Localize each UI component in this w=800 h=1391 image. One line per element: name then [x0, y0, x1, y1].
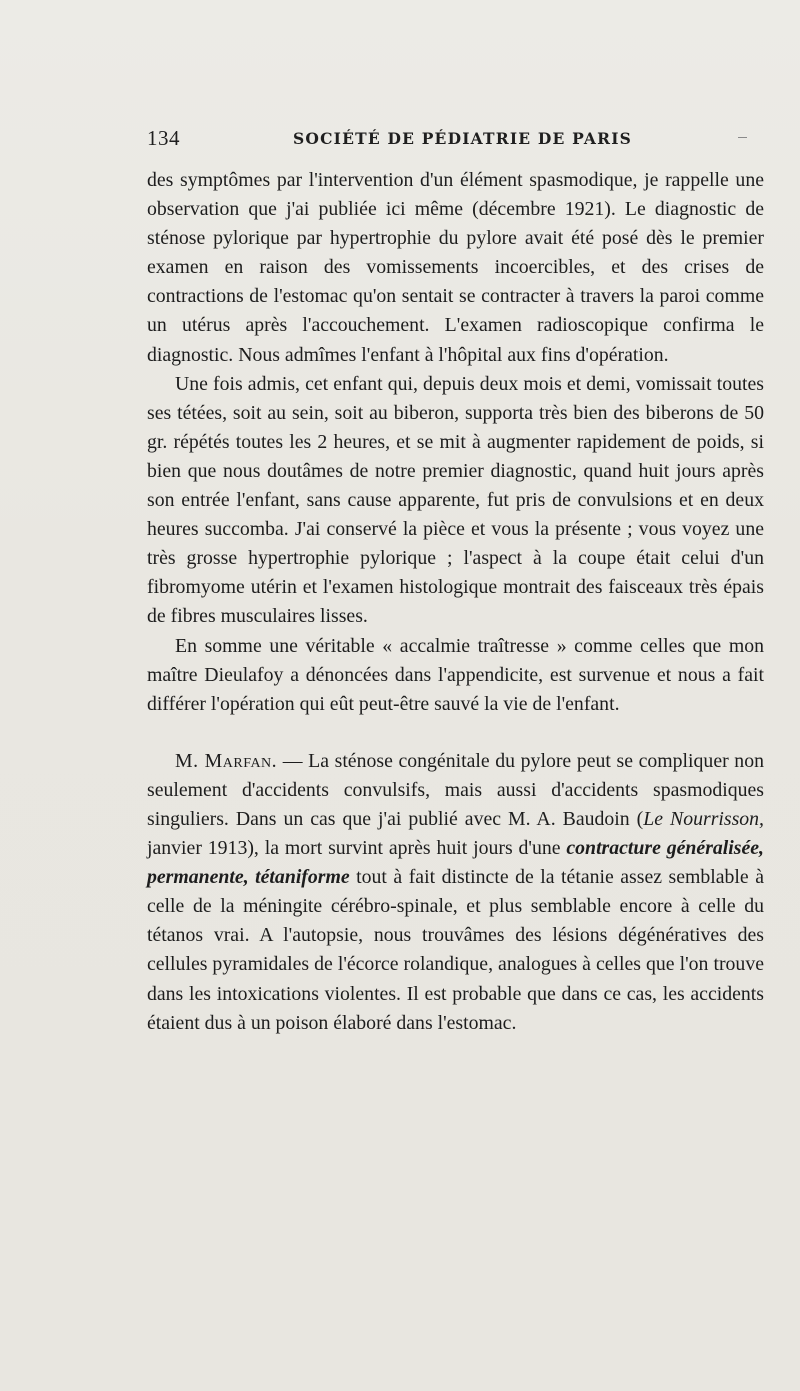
journal-title: Le Nourrisson,	[643, 807, 765, 830]
page-content	[147, 126, 764, 1038]
emphasis-phrase: contracture généralisée, permanente, tétaniforme	[147, 837, 764, 889]
speaker-name: M. Marfan.	[175, 749, 278, 772]
paragraph-continuation: des symptômes par l'intervention d'un élément spasmodique, je rappelle une observation que j'ai publiée ici même (décembre 1921). Le diagnostic de sténose pylorique par hypertrophie du pylore avait été posé dès le premier examen en raison des vomissements incoercibles, et des crises de contractions de l'estomac qu'on sentait se contracter à travers la paroi comme un utérus après l'accouchement. L'examen radioscopique confirma le diagnostic. Nous admîmes l'enfant à l'hôpital aux fins d'opération.	[147, 169, 764, 366]
running-title: SOCIÉTÉ DE PÉDIATRIE DE PARIS	[293, 129, 633, 148]
marfan-text-1: — La sténose congénitale du pylore peut se compliquer non seulement d'accidents convulsifs, mais aussi d'accidents spasmodiques singuliers. Dans un cas que j'ai publié avec M. A. Baudoin (	[147, 749, 764, 830]
paragraph-conclusion: En somme une véritable « accalmie traîtresse » comme celles que mon maître Dieulafoy a dénoncées dans l'appendicite, est survenue et nous a fait différer l'opération qui eût peut-être sauvé la vie de l'enfant.	[147, 634, 764, 715]
body-text	[147, 166, 764, 1038]
marfan-text-3: tout à fait distincte de la tétanie assez semblable à celle de la méningite cérébro-spinale, et plus semblable encore à celle du tétanos vrai. A l'autopsie, nous trouvâmes des lésions dégénératives des cellules pyramidales de l'écorce rolandique, analogues à celles que l'on trouve dans les intoxications violentes. Il est probable que dans ce cas, les accidents étaient dus à un poison élaboré dans l'estomac.	[147, 866, 764, 1034]
running-head	[147, 126, 764, 166]
page-number: 134	[147, 126, 180, 150]
section-gap	[147, 719, 764, 747]
marfan-text-2: janvier 1913), la mort survint après huit jours d'une	[147, 837, 567, 860]
paragraph-case-report: Une fois admis, cet enfant qui, depuis deux mois et demi, vomissait toutes ses tétées, soit au sein, soit au biberon, supporta très bien des biberons de 50 gr. répétés toutes les 2 heures, et se mit à augmenter rapidement de poids, si bien que nous doutâmes de notre premier diagnostic, quand huit jours après son entrée l'enfant, sans cause apparente, fut pris de convulsions et en deux heures succomba. J'ai conservé la pièce et vous la présente ; vous voyez une très grosse hypertrophie pylorique ; l'aspect à la coupe était celui d'un fibromyome utérin et l'examen histologique montrait des faisceaux très épais de fibres musculaires lisses.	[147, 372, 764, 628]
paragraph-marfan	[147, 747, 764, 1038]
